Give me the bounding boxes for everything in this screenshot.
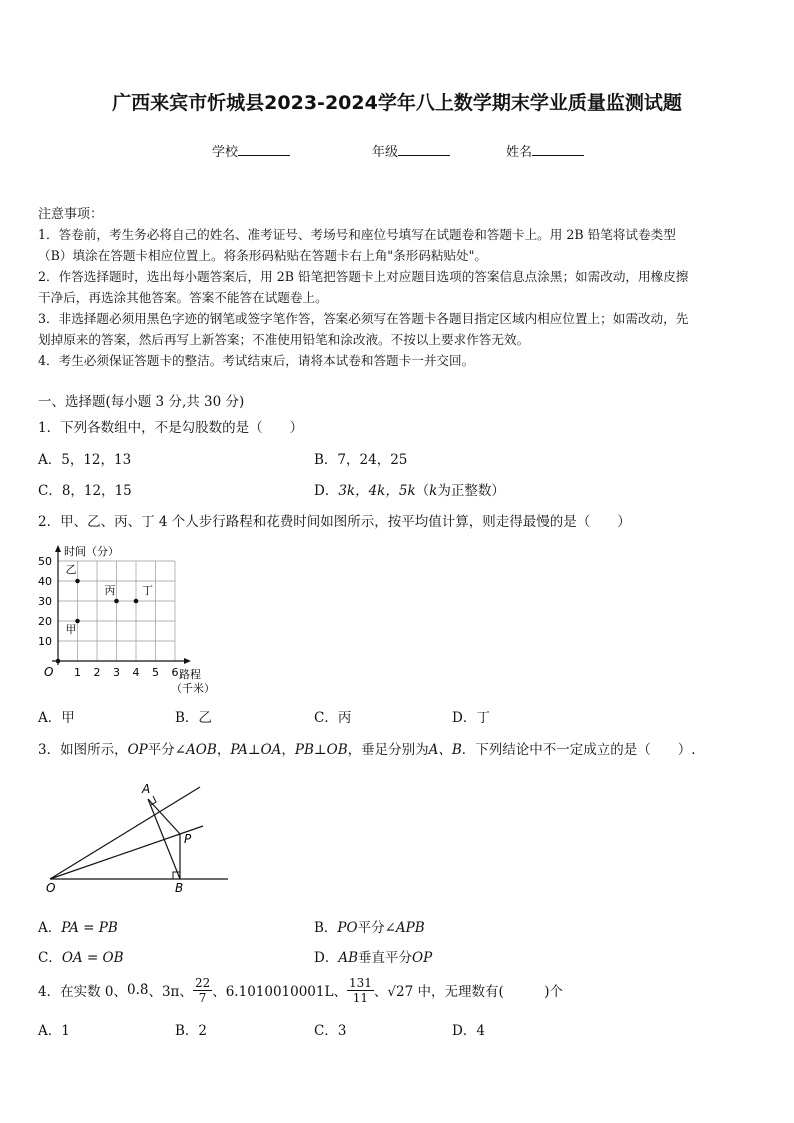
q3-option-b (314, 916, 425, 936)
q4-option-a: A．1 (38, 1023, 70, 1039)
notes-line: 1．答卷前，考生务必将自己的姓名、准考证号、考场号和座位号填写在试题卷和答题卡上。用 2B 铅笔将试卷类型 (38, 227, 676, 242)
q3-d-prefix: D． (314, 950, 339, 966)
q3-geometry-figure (40, 775, 240, 895)
notes-line: 2．作答选择题时，选出每小题答案后，用 2B 铅笔把答题卡上对应题目选项的答案信息点涂黑；如需改动，用橡皮擦 (38, 269, 689, 284)
chart-points (56, 563, 153, 663)
q3-stem-math: OP (127, 742, 148, 758)
q1-d-tail: 为正整数） (437, 483, 505, 499)
label-o: O (46, 881, 56, 895)
notes-line: 划掉原来的答案，然后再写上新答案；不准使用铅笔和涂改液。不按以上要求作答无效。 (38, 332, 530, 347)
q4-fraction-131-11 (347, 976, 374, 1005)
name-label: 姓名 (506, 145, 533, 160)
q3-c-prefix: C． (38, 950, 62, 966)
grade-blank (398, 143, 450, 156)
q1-option-b: B．7，24，25 (314, 452, 408, 468)
ray-oa (50, 787, 200, 879)
x-tick-label: 2 (93, 666, 101, 679)
q3-stem-part: ．下列结论中不一定成立的是（ ）. (461, 742, 696, 758)
q4-stem-part: 4．在实数 0、 (38, 984, 127, 1000)
label-b: B (175, 881, 184, 895)
q3-d-text: 垂直平分 (358, 950, 412, 966)
q3-c-math: OA = OB (61, 950, 124, 966)
label-p: P (184, 832, 192, 846)
x-tick-label: 5 (152, 666, 159, 679)
q2-option-a: A．甲 (38, 710, 75, 726)
q3-stem-part: ， (216, 742, 231, 758)
notes-heading: 注意事项： (38, 207, 104, 222)
q3-d-math: OP (412, 950, 433, 966)
name-blank (532, 143, 584, 156)
fraction-numerator: 22 (194, 975, 211, 990)
q2-option-b: B．乙 (175, 710, 212, 726)
q3-stem-part: 平分 (147, 742, 175, 758)
name-field (506, 141, 584, 160)
y-tick-label: 30 (38, 595, 52, 608)
school-blank (238, 143, 290, 156)
question-2-stem: 2．甲、乙、丙、丁 4 个人步行路程和花费时间如图所示，按平均值计算，则走得最慢的是（ ） (38, 514, 631, 530)
q3-stem-math: ∠AOB (174, 742, 217, 758)
segment-ab (148, 799, 180, 879)
q1-option-d (314, 479, 505, 499)
q1-d-k: k (429, 483, 438, 499)
q4-option-c: C．3 (314, 1023, 347, 1039)
x-tick-label: 1 (74, 666, 81, 679)
q4-stem-part: 、 (333, 984, 347, 1000)
q4-option-b: B．2 (175, 1023, 208, 1039)
question-1-stem: 1．下列各数组中，不是勾股数的是（ ） (38, 420, 304, 436)
y-tick-label: 40 (38, 575, 52, 588)
q2-chart (36, 538, 226, 696)
x-tick-label: 4 (132, 666, 140, 679)
q3-stem-part: ， (281, 742, 295, 758)
q3-stem-math: PB⊥OB (294, 742, 348, 758)
page-title: 广西来宾市忻城县2023-2024学年八上数学期末学业质量监测试题 (112, 92, 682, 114)
data-point-label: 甲 (65, 623, 77, 636)
q4-fraction-22-7 (193, 976, 212, 1005)
q3-a-math: PA = PB (61, 920, 118, 936)
q3-option-a (38, 916, 118, 936)
q4-number: 0.8̇ (126, 982, 149, 998)
q3-option-c (38, 946, 124, 966)
q4-stem-part: 、√27 中，无理数有( )个 (373, 984, 563, 1000)
fraction-numerator: 131 (348, 975, 372, 990)
y-axis-arrow (55, 545, 61, 552)
y-tick-label: 50 (38, 555, 52, 568)
notes-line: 干净后，再选涂其他答案。答案不能答在试题卷上。 (38, 290, 328, 305)
q3-d-math: AB (338, 950, 358, 966)
q1-option-a: A．5，12，13 (38, 452, 132, 468)
data-point (114, 599, 119, 604)
y-tick-label: 20 (38, 615, 52, 628)
q1-d-math: 3k，4k，5k (338, 483, 416, 499)
x-tick-label: 6 (171, 666, 179, 679)
x-axis-arrow (184, 658, 191, 664)
q1-d-paren: （ (415, 483, 430, 499)
chart-grid (58, 561, 175, 661)
q1-option-c: C．8，12，15 (38, 483, 132, 499)
x-axis-label-unit: （千米） (171, 682, 215, 695)
q3-stem-part: ，垂足分别为 (347, 742, 429, 758)
q1-d-prefix: D． (314, 483, 339, 499)
grade-label: 年级 (372, 145, 399, 160)
label-a: A (142, 782, 151, 796)
q3-b-math: ∠APB (384, 920, 425, 936)
q4-stem-part: 、6.1010010001L (212, 984, 334, 1000)
q2-option-d: D．丁 (452, 710, 490, 726)
q3-b-math: PO (337, 920, 358, 936)
x-tick-label: 3 (113, 666, 120, 679)
q3-stem-part: 3．如图所示， (38, 742, 128, 758)
data-point-label: 乙 (65, 563, 77, 576)
school-label: 学校 (212, 145, 239, 160)
origin-label: O (44, 665, 54, 679)
q4-stem-part: 、3π、 (148, 984, 193, 1000)
q3-b-prefix: B． (314, 920, 338, 936)
q3-stem-math: A、B (428, 742, 462, 758)
q3-stem-math: PA⊥OA (230, 742, 282, 758)
notes-line: 4．考生必须保证答题卡的整洁。考试结束后，请将本试卷和答题卡一并交回。 (38, 353, 475, 368)
notes-line: （B）填涂在答题卡相应位置上。将条形码粘贴在答题卡右上角"条形码粘贴处"。 (38, 248, 488, 263)
data-point-label: 丙 (104, 584, 116, 597)
notes-line: 3．非选择题必须用黑色字迹的钢笔或签字笔作答，答案必须写在答题卡各题目指定区域内相应位置上；如需改动，先 (38, 311, 689, 326)
data-point (134, 599, 139, 604)
grade-field (372, 141, 450, 160)
section-heading: 一、选择题(每小题 3 分,共 30 分) (38, 394, 245, 410)
q2-option-c: C．丙 (314, 710, 352, 726)
fraction-denominator: 11 (352, 990, 369, 1005)
question-3-stem (38, 738, 696, 758)
data-point-label: 丁 (142, 584, 153, 597)
school-field (212, 141, 290, 160)
data-point (75, 579, 80, 584)
y-tick-label: 10 (38, 635, 52, 648)
question-4-stem (38, 970, 563, 1010)
q4-option-d: D．4 (452, 1023, 485, 1039)
fraction-denominator: 7 (198, 990, 207, 1005)
q3-b-text: 平分 (357, 920, 385, 936)
origin-point (56, 659, 61, 664)
x-axis-label: 路程 (179, 668, 201, 681)
q3-a-prefix: A． (38, 920, 62, 936)
q3-option-d (314, 946, 432, 966)
y-axis-label: 时间（分） (64, 545, 119, 558)
